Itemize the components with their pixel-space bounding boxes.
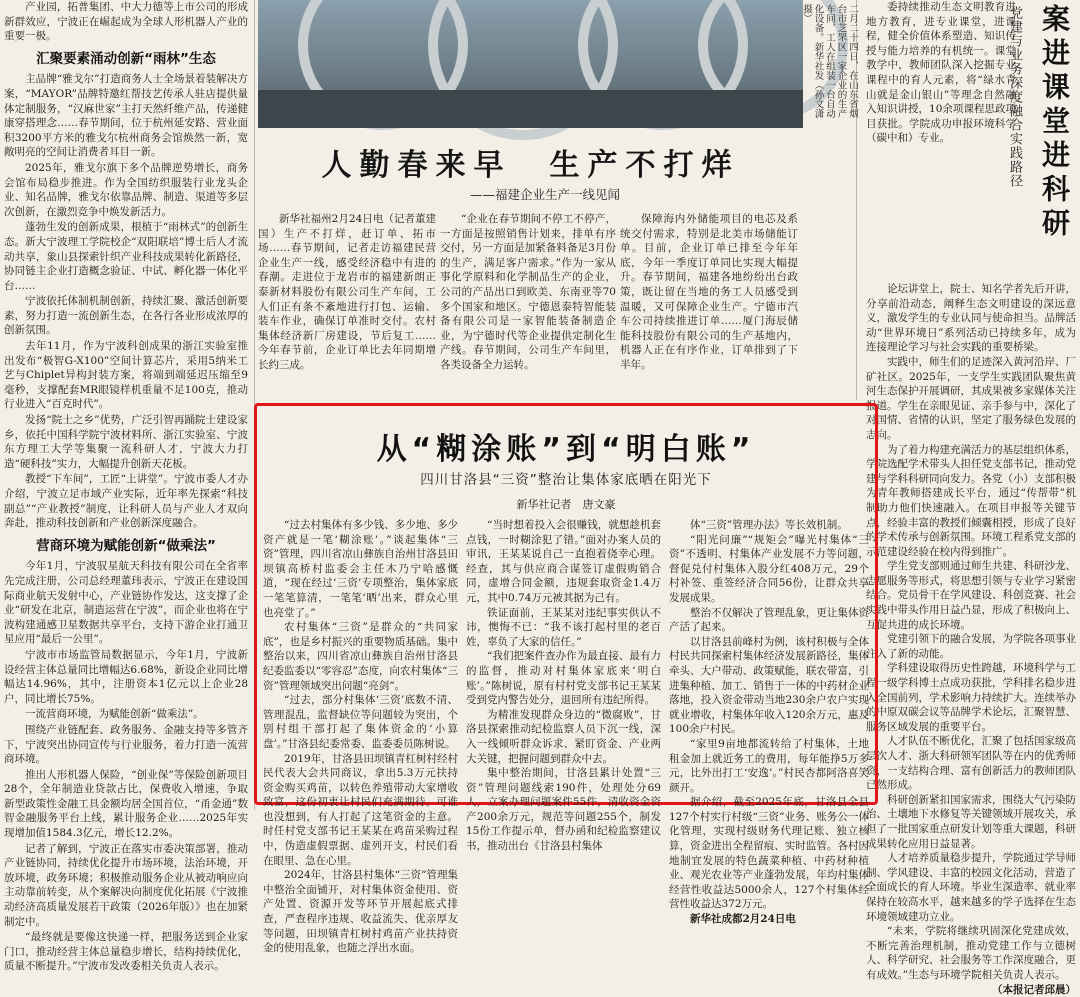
paragraph: 人才队伍不断优化，汇聚了包括国家级高层次人才、浙大科研领军团队等在内的优秀师资，一支结构合理、富有创新活力的教师团队已然形成。: [866, 734, 1076, 792]
dateline-signature: 新华社成都2月24日电: [669, 912, 869, 927]
factory-photo: [258, 0, 803, 128]
feature-column-1: [258, 212, 436, 400]
paragraph: 2019年，甘洛县田坝镇青杠树村经村民代表大会共同商议，拿出5.3万元扶持资金购买鸡苗，以转色养殖带动大家增收致富，这份初衷让村民们充满期待。可谁也没想到，有人打起了这笔资金的主意。时任村党支部书记王某某在鸡苗采购过程中，伪造虚假票据、虚列开支，村民们看在眼里、急在心里。: [263, 752, 458, 869]
paragraph: 委持续推动生态文明教育进地方教育，进专业课堂，进课程，健全价值体系塑造、知识传授与能力培养的有机统一。课堂教学中，教师团队深入挖掘专业课程中的育人元素，将“绿水青山就是金山银山”等理念自然融入知识讲授，10余项课程思政项目获批。学院成功申报环境科学（碳中和）专业。: [866, 0, 1016, 146]
right-top-text: [866, 0, 1016, 282]
paragraph: 以甘洛县前峰村为例，该村积极与全体村民共同探索村集体经济发展新路径，集体牵头、大户带动、政策赋能，联农带富，引进集种植、加工、销售于一体的中药材企业落地，投入资金带动当地230余户农户实现就业增收，村集体年收入120余万元，惠及100余户村民。: [669, 635, 869, 737]
paragraph: 为精准发现群众身边的“微腐败”，甘洛县探索推动纪检监察人员下沉一线，深入一线倾听群众诉求、紧盯资金、产业两大关键，把握问题到群众中去。: [466, 708, 661, 766]
section-heading: 营商环境为赋能创新“做乘法”: [4, 539, 248, 554]
paragraph: “最终就是要像这快递一样，把服务送到企业家门口，推动经营主体总量稳步增长，结构持续优化，质量不断提升。”宁波市发改委相关负责人表示。: [4, 930, 248, 974]
paragraph: 推出人形机器人保险，“创业保”等保险创新项目28个，全年制造业贷款占比，保费收入增速，争取新型政策性金融工具金额均居全国首位，“甬金通”数智金融服务平台上线，累计服务企业……2025年实现增加值1584.3亿元，增长12.2%。: [4, 768, 248, 841]
paragraph: 为了着力构建充满活力的基层组织体系，学院选配学术带头人担任党支部书记，推动党建与学科科研同向发力。各党（小）支部积极为青年教师搭建成长平台，通过“传帮带”机制助力他们快速融入。在项目申报等关键节点，经验丰富的教授们倾囊相授，形成了良好的学术传承与创新氛围。环境工程系党支部的示范建设经验在校内得到推广。: [866, 443, 1076, 560]
paragraph: “家里9亩地都流转给了村集体，土地租金加上就近务工的费用，每年能挣5万多元，比外出打工‘安逸’。”村民杏都阿洛喜笑颜开。: [669, 737, 869, 795]
paragraph: 集中整治期间，甘洛县累计处置“三资”管理问题线索190件，处理处分69人，立案办理问题案件55件，清收资金资产200余万元，规范等问题255个，制发15份工作提示单，督办函和纪检监察建议书，推动出台《甘洛县村集体: [466, 766, 661, 854]
paragraph: 发扬“院士之乡”优势，广泛引智再踊院士建设家乡，依托中国科学院宁波材料所、浙江实验室、宁波东方理工大学等集聚一流科研人才，宁波大力打造“硬科技”实力，大幅提升创新天花板。: [4, 413, 248, 471]
article-headline: 从“糊涂账”到“明白账”: [257, 424, 875, 468]
paragraph: 整治不仅解决了管理乱象，更让集体资产活了起来。: [669, 606, 869, 635]
paragraph: “我们把案件查办作为最直接、最有力的监督，推动对村集体家底来‘明白账’。”陈树说，原有村村党支部书记王某某受到党内警告处分，退回所有违纪所得。: [466, 649, 661, 707]
paragraph: 实践中，师生们的足迹深入黄河沿岸、厂矿社区。2025年，一支学生实践团队聚焦黄河生态保护开展调研，其成果被多家媒体关注报道。学生在亲眼见证、亲手参与中，深化了对国情、省情的认识，坚定了服务绿色发展的志向。: [866, 355, 1076, 443]
paragraph: 宁波市市场监管局数据显示，今年1月，宁波新设经营主体总量同比增幅达6.68%，新设企业同比增幅达14.96%，其中，注册资本1亿元以上企业28户，同比增长75%。: [4, 648, 248, 706]
article-column-1: [263, 518, 458, 802]
article-column-3: [669, 518, 869, 802]
photo-caption: 二月二十四日，在山东省烟台市芝罘区一家企业的生产车间，工人在组装一台自动化设备。新华社发（孙文潇摄）: [803, 0, 860, 128]
paragraph: 宁波依托体制机制创新，持续汇聚、激活创新要素，努力打造一流创新生态，在各行各业形成浓厚的创新氛围。: [4, 294, 248, 338]
paragraph: 蓬勃生发的创新成果，根植于“雨林式”的创新生态。新大宁波理工学院校企“双阳联培”博士后人才流动共享，象山县探索针织产业科技成果转化新路径，协同链主企业打造概念验证、中试、孵化器一体化平台……: [4, 220, 248, 293]
right-subheadline: 党建与业务深度融合实践路径: [1000, 6, 1024, 196]
article-subheadline: 四川甘洛县“三资”整治让集体家底晒在阳光下: [257, 468, 875, 488]
paragraph: 2025年，雅戈尔旗下多个品牌逆势增长，商务会馆布局稳步推进。作为全国纺织服装行业龙头企业、知名品牌，雅戈尔依靠品牌、制造、渠道等多层次创新，在激烈竞争中焕发新活力。: [4, 161, 248, 219]
left-article-column: [0, 0, 252, 810]
paragraph: 论坛讲堂上，院士、知名学者先后开讲，分享前沿动态，阐释生态文明建设的深远意义，激发学生的专业认同与使命担当。品牌活动“世界环境日”系列活动已持续多年，成为连接理论学习与社会实践的重要桥梁。: [866, 282, 1076, 355]
right-headline: 案进课堂进科研: [1030, 4, 1074, 242]
paragraph: “未来，学院将继续巩固深化党建成效，不断完善治理机制，推动党建工作与立德树人、科学研究、社会服务等工作深度融合，更有成效。”生态与环境学院相关负责人表示。: [866, 924, 1076, 982]
paragraph: 教授“下车间”，工匠“上讲堂”。宁波市委人才办介绍，宁波立足市域产业实际，近年率先探索“科技副总”“产业教授”制度，让科研人员与产业人才双向奔赴，推动科技创新和产业创新深度融合。: [4, 472, 248, 530]
article-column-2: [466, 518, 661, 802]
paragraph: 学生党支部则通过师生共建、科研沙龙、志愿服务等形式，将思想引领与专业学习紧密结合。党员骨干在学风建设、科创竞赛、社会实践中带头作用日益凸显，形成了积极向上、互促共进的成长环境。: [866, 559, 1076, 632]
paragraph: 一流营商环境，为赋能创新“做乘法”。: [4, 707, 248, 722]
paragraph: 围绕产业链配套、政务服务、金融支持等多管齐下，宁波突出协同宣传与行业服务，着力打造一流营商环境。: [4, 723, 248, 767]
feature-headline: 人勤春来早 生产不打烊: [258, 140, 803, 184]
paragraph: 产业园，拓普集团、中大力德等上市公司的形成新群效应，宁波正在崛起成为全球人形机器人产业的重要一极。: [4, 0, 248, 44]
paragraph: “过去，部分村集体‘三资’底数不清、管理混乱，监督缺位等问题较为突出，个别村组干部打起了集体资金的‘小算盘’。”甘洛县纪委常委、监委委员陈树说。: [263, 693, 458, 751]
paragraph: 主品牌“雅戈尔”打造商务人士全场景着装解决方案，“MAYOR”品牌特邀红帮技艺传承人驻店提供量体定制服务，“汉麻世家”主打天然纤维产品，传递健康穿搭理念……春节期间，位于杭州延安路、营业面积3200平方米的雅戈尔杭州商务会馆焕然一新，宽敞明亮的空间让消费者耳目一新。: [4, 72, 248, 160]
feature-column-3: [620, 212, 798, 400]
feature-column-2: [440, 212, 616, 400]
paragraph: 去年11月，作为宁波科创成果的浙江实验室推出发布“极智G-X100”空间计算芯片，采用5纳米工艺与Chiplet异构封装方案，将端到端延迟压缩至9毫秒，支撑配套MR眼镜样机重量不足100克，推动行业进入“百克时代”。: [4, 339, 248, 412]
section-heading: 汇聚要素涌动创新“雨林”生态: [4, 52, 248, 67]
paragraph: 党建引领下的融合发展，为学院各项事业注入了新的动能。: [866, 632, 1076, 661]
paragraph: 农村集体“三资”是群众的“共同家底”，也是乡村振兴的重要物质基础。集中整治以来，四川省凉山彝族自治州甘洛县纪委监委以“零容忍”态度，向农村集体“三资”管理领域突出问题“亮剑”。: [263, 620, 458, 693]
paragraph: 体“三资”管理办法》等长效机制。: [669, 518, 869, 533]
paragraph: 人才培养质量稳步提升，学院通过学导师制、学风建设、丰富的校园文化活动，营造了全面成长的育人环境。毕业生深造率、就业率保持在较高水平，越来越多的学子选择在生态环境领域建功立业。: [866, 851, 1076, 924]
paragraph: 今年1月，宁波驭星航天科技有限公司在全省率先完成注册，公司总经理董玮表示，宁波正在建设国际商业航天发射中心，产业链协作发达，这支撑了企业“研发在北京，制造运营在宁波”，而企业也将在宁波构建通感卫星数据共享平台，支持下游企业打通卫星应用“最后一公里”。: [4, 559, 248, 647]
paragraph: 据介绍，截至2025年底，甘洛县全县127个村实行村级“三资”业务、账务公一体化管理，实现村级财务代理记账、独立核算，资金进出全程留痕、实时监管。各村因地制宜发展的特色蔬菜种植、中药材种植业、观光农业等产业蓬勃发展，年均村集体经营性收益达5000余人，127个村集体经营性收益达372万元。: [669, 795, 869, 912]
paragraph: 学科建设取得历史性跨越，环境科学与工程一级学科博士点成功获批，学科排名稳步进入全国前列，学术影响力持续扩大。连续举办的中原双碳会议等品牌学术论坛，汇聚智慧、服务区域发展的重要平台。: [866, 661, 1076, 734]
article-byline: 新华社记者 唐文豪: [257, 496, 875, 512]
paragraph: 新华社福州2月24日电（记者董建国）生产不打烊，赶订单、拓市场……春节期间，记者走访福建民营企业生产一线，感受经济稳中有进的春潮。走进位于龙岩市的福建新朗正泰新材料股份有限公司生产车间，工人们正有条不紊地进行打包、运输、装车作业，确保订单准时交付。农村集体经济新厂房建设，节后复工……今年春节前，企业订单比去年同期增长约三成。: [258, 212, 436, 373]
right-lower-text: [860, 282, 1078, 810]
paragraph: 科研创新紧扣国家需求，围绕大气污染防治、土壤地下水修复等关键领域开展攻关，承担了一批国家重点研发计划等重大课题，科研成果转化应用日益显著。: [866, 793, 1076, 851]
highlighted-article[interactable]: [254, 403, 878, 805]
paragraph: “过去村集体有多少钱、多少地、多少资产就是一笔‘糊涂账’。”谈起集体“三资”管理，四川省凉山彝族自治州甘洛县田坝镇高桥村监委会主任木乃宁哈感慨道，“现在经过‘三资’专项整治，集体家底一笔笔算清，一笔笔‘晒’出来，群众心里也亮堂了。”: [263, 518, 458, 620]
paragraph: 2024年，甘洛县村集体“三资”管理集中整治全面铺开，对村集体资金使用、资产处置、资源开发等环节开展起底式排查，严查程序违规、收益流失、优亲厚友等问题，田坝镇青杠树村鸡苗产业扶持资金的使用乱象，也随之浮出水面。: [263, 868, 458, 956]
paragraph: “企业在春节期间不停工不停产，一方面是按照销售计划来，排单有序交付，另一方面是加紧备料备足3月份的生产，满足客户需求。”作为一家从事化学原料和化学制品生产的企业，公司的产品出口到欧美、东南亚等70多个国家和地区。宁德恩泰特智能装备有限公司是一家智能装备制造企业，为宁德时代等企业提供定制化生产线。春节期间，公司生产车间里，各类设备全力运转。: [440, 212, 616, 373]
byline: （本报记者邱晨）: [866, 983, 1076, 997]
paragraph: “阳光问廉”“规矩会”曝光村集体“三资”不透明、村集体产业发展不力等问题，督促兑付村集体入股分红408万元，29个村补签、重签经济合同56份，让群众共享发展成果。: [669, 533, 869, 606]
paragraph: “当时想着投入会很赚钱，就想趁机套点钱，一时糊涂犯了错。”面对办案人员的审讯，王某某说自己一直抱着侥幸心理。经查，其与供应商合谋签订虚假购销合同，虚增合同金额，违规套取资金1.4万元，其中0.74万元被其据为己有。: [466, 518, 661, 606]
paragraph: 保障海内外储能项目的电芯及系统交付需求，特别是北美市场储能订单。目前，企业订单已排至今年年底，今年一季度订单同比实现大幅提升。春节期间，福建各地纷纷出台政策，既让留在当地的务工人员感受到温暖，又可保障企业生产。宁德市汽车公司持续推进订单……厦门海辰储能科技股份有限公司的生产基地内，机器人正在有序作业，订单排到了下半年。: [620, 212, 798, 373]
paragraph: 记者了解到，宁波正在落实市委决策部署，推动产业链协同，持续优化提升市场环境，法治环境，开放环境，政务环境；积极推动服务企业从被动响应向主动靠前转变，从个案解决向制度优化拓展《宁波推动经济高质量发展若干政策（2026年版）》也在加紧制定中。: [4, 842, 248, 930]
feature-subheadline: ——福建企业生产一线见闻: [470, 185, 800, 203]
paragraph: 铁证面前，王某某对违纪事实供认不讳，懊悔不已：“我不该打起村里的老百姓，辜负了大家的信任。”: [466, 606, 661, 650]
